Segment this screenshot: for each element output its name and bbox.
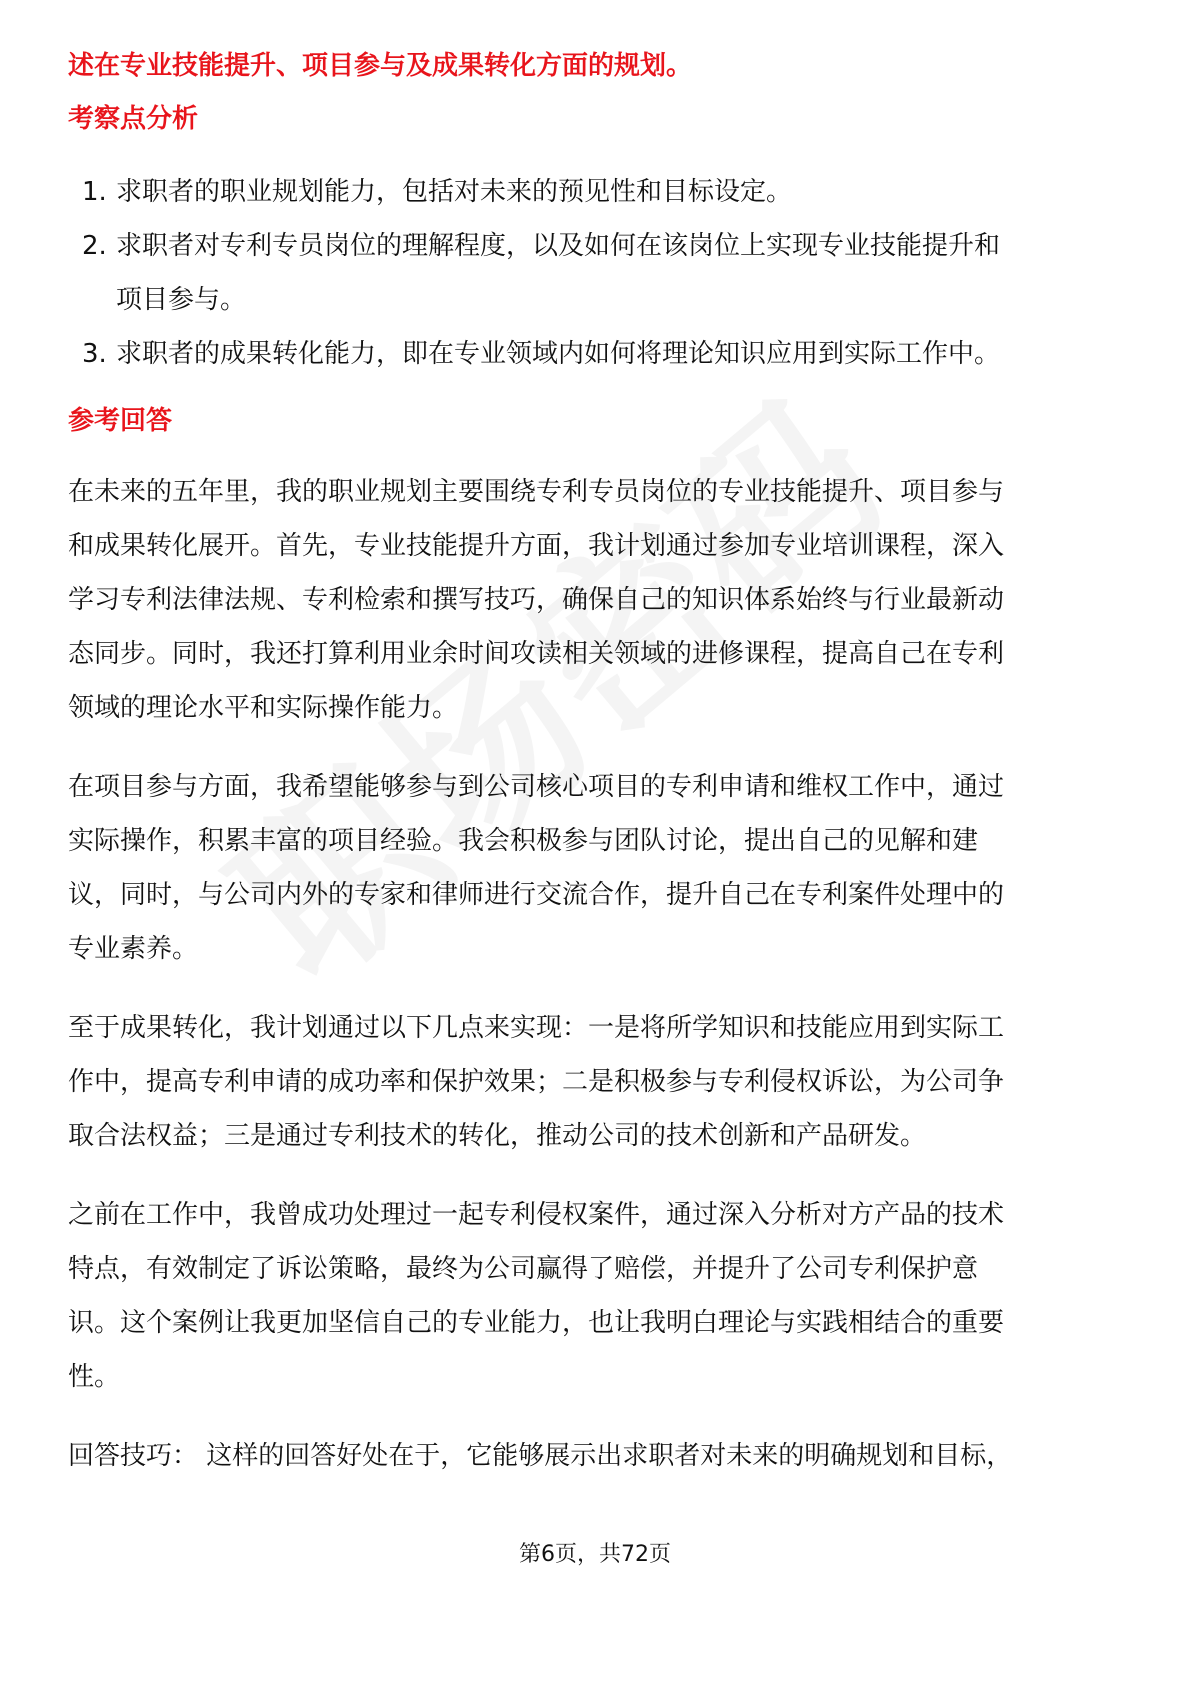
list-item-text: 项目参与。 — [116, 285, 247, 315]
paragraph-line: 作中，提高专利申请的成功率和保护效果；二是积极参与专利侵权诉讼，为公司争 — [68, 1067, 1005, 1097]
paragraph-line: 取合法权益；三是通过专利技术的转化，推动公司的技术创新和产品研发。 — [68, 1121, 927, 1151]
list-item-text: 求职者对专利专员岗位的理解程度，以及如何在该岗位上实现专业技能提升和 — [116, 231, 1001, 261]
list-item-text: 求职者的成果转化能力，即在专业领域内如何将理论知识应用到实际工作中。 — [116, 339, 1001, 369]
paragraph-line: 态同步。同时，我还打算利用业余时间攻读相关领域的进修课程，提高自己在专利 — [68, 639, 1005, 669]
paragraph-line: 性。 — [68, 1362, 121, 1392]
paragraph-line: 议，同时，与公司内外的专家和律师进行交流合作，提升自己在专利案件处理中的 — [68, 880, 1005, 910]
paragraph-line: 学习专利法律法规、专利检索和撰写技巧，确保自己的知识体系始终与行业最新动 — [68, 585, 1005, 615]
paragraph-line: 和成果转化展开。首先，专业技能提升方面，我计划通过参加专业培训课程，深入 — [68, 531, 1005, 561]
list-item-number: 2. — [82, 231, 107, 261]
list-item-number: 1. — [82, 177, 107, 207]
page-footer: 第6页，共72页 — [519, 1542, 671, 1567]
paragraph-line: 在未来的五年里，我的职业规划主要围绕专利专员岗位的专业技能提升、项目参与 — [68, 477, 1005, 507]
paragraph-line: 之前在工作中，我曾成功处理过一起专利侵权案件，通过深入分析对方产品的技术 — [68, 1200, 1005, 1230]
watermark — [170, 331, 928, 1029]
answer-heading: 参考回答 — [68, 406, 173, 436]
paragraph-line: 回答技巧： 这样的回答好处在于，它能够展示出求职者对未来的明确规划和目标， — [68, 1441, 1013, 1471]
paragraph-line: 专业素养。 — [68, 934, 199, 964]
list-item-text: 求职者的职业规划能力，包括对未来的预见性和目标设定。 — [116, 177, 793, 207]
paragraph-line: 特点，有效制定了诉讼策略，最终为公司赢得了赔偿，并提升了公司专利保护意 — [68, 1254, 979, 1284]
intro-line: 述在专业技能提升、项目参与及成果转化方面的规划。 — [68, 51, 693, 81]
paragraph-line: 至于成果转化，我计划通过以下几点来实现：一是将所学知识和技能应用到实际工 — [68, 1013, 1005, 1043]
paragraph-line: 实际操作，积累丰富的项目经验。我会积极参与团队讨论，提出自己的见解和建 — [68, 826, 979, 856]
paragraph-line: 领域的理论水平和实际操作能力。 — [68, 693, 459, 723]
analysis-heading: 考察点分析 — [68, 104, 199, 134]
paragraph-line: 识。这个案例让我更加坚信自己的专业能力，也让我明白理论与实践相结合的重要 — [68, 1308, 1005, 1338]
list-item-number: 3. — [82, 339, 107, 369]
paragraph-line: 在项目参与方面，我希望能够参与到公司核心项目的专利申请和维权工作中，通过 — [68, 772, 1005, 802]
